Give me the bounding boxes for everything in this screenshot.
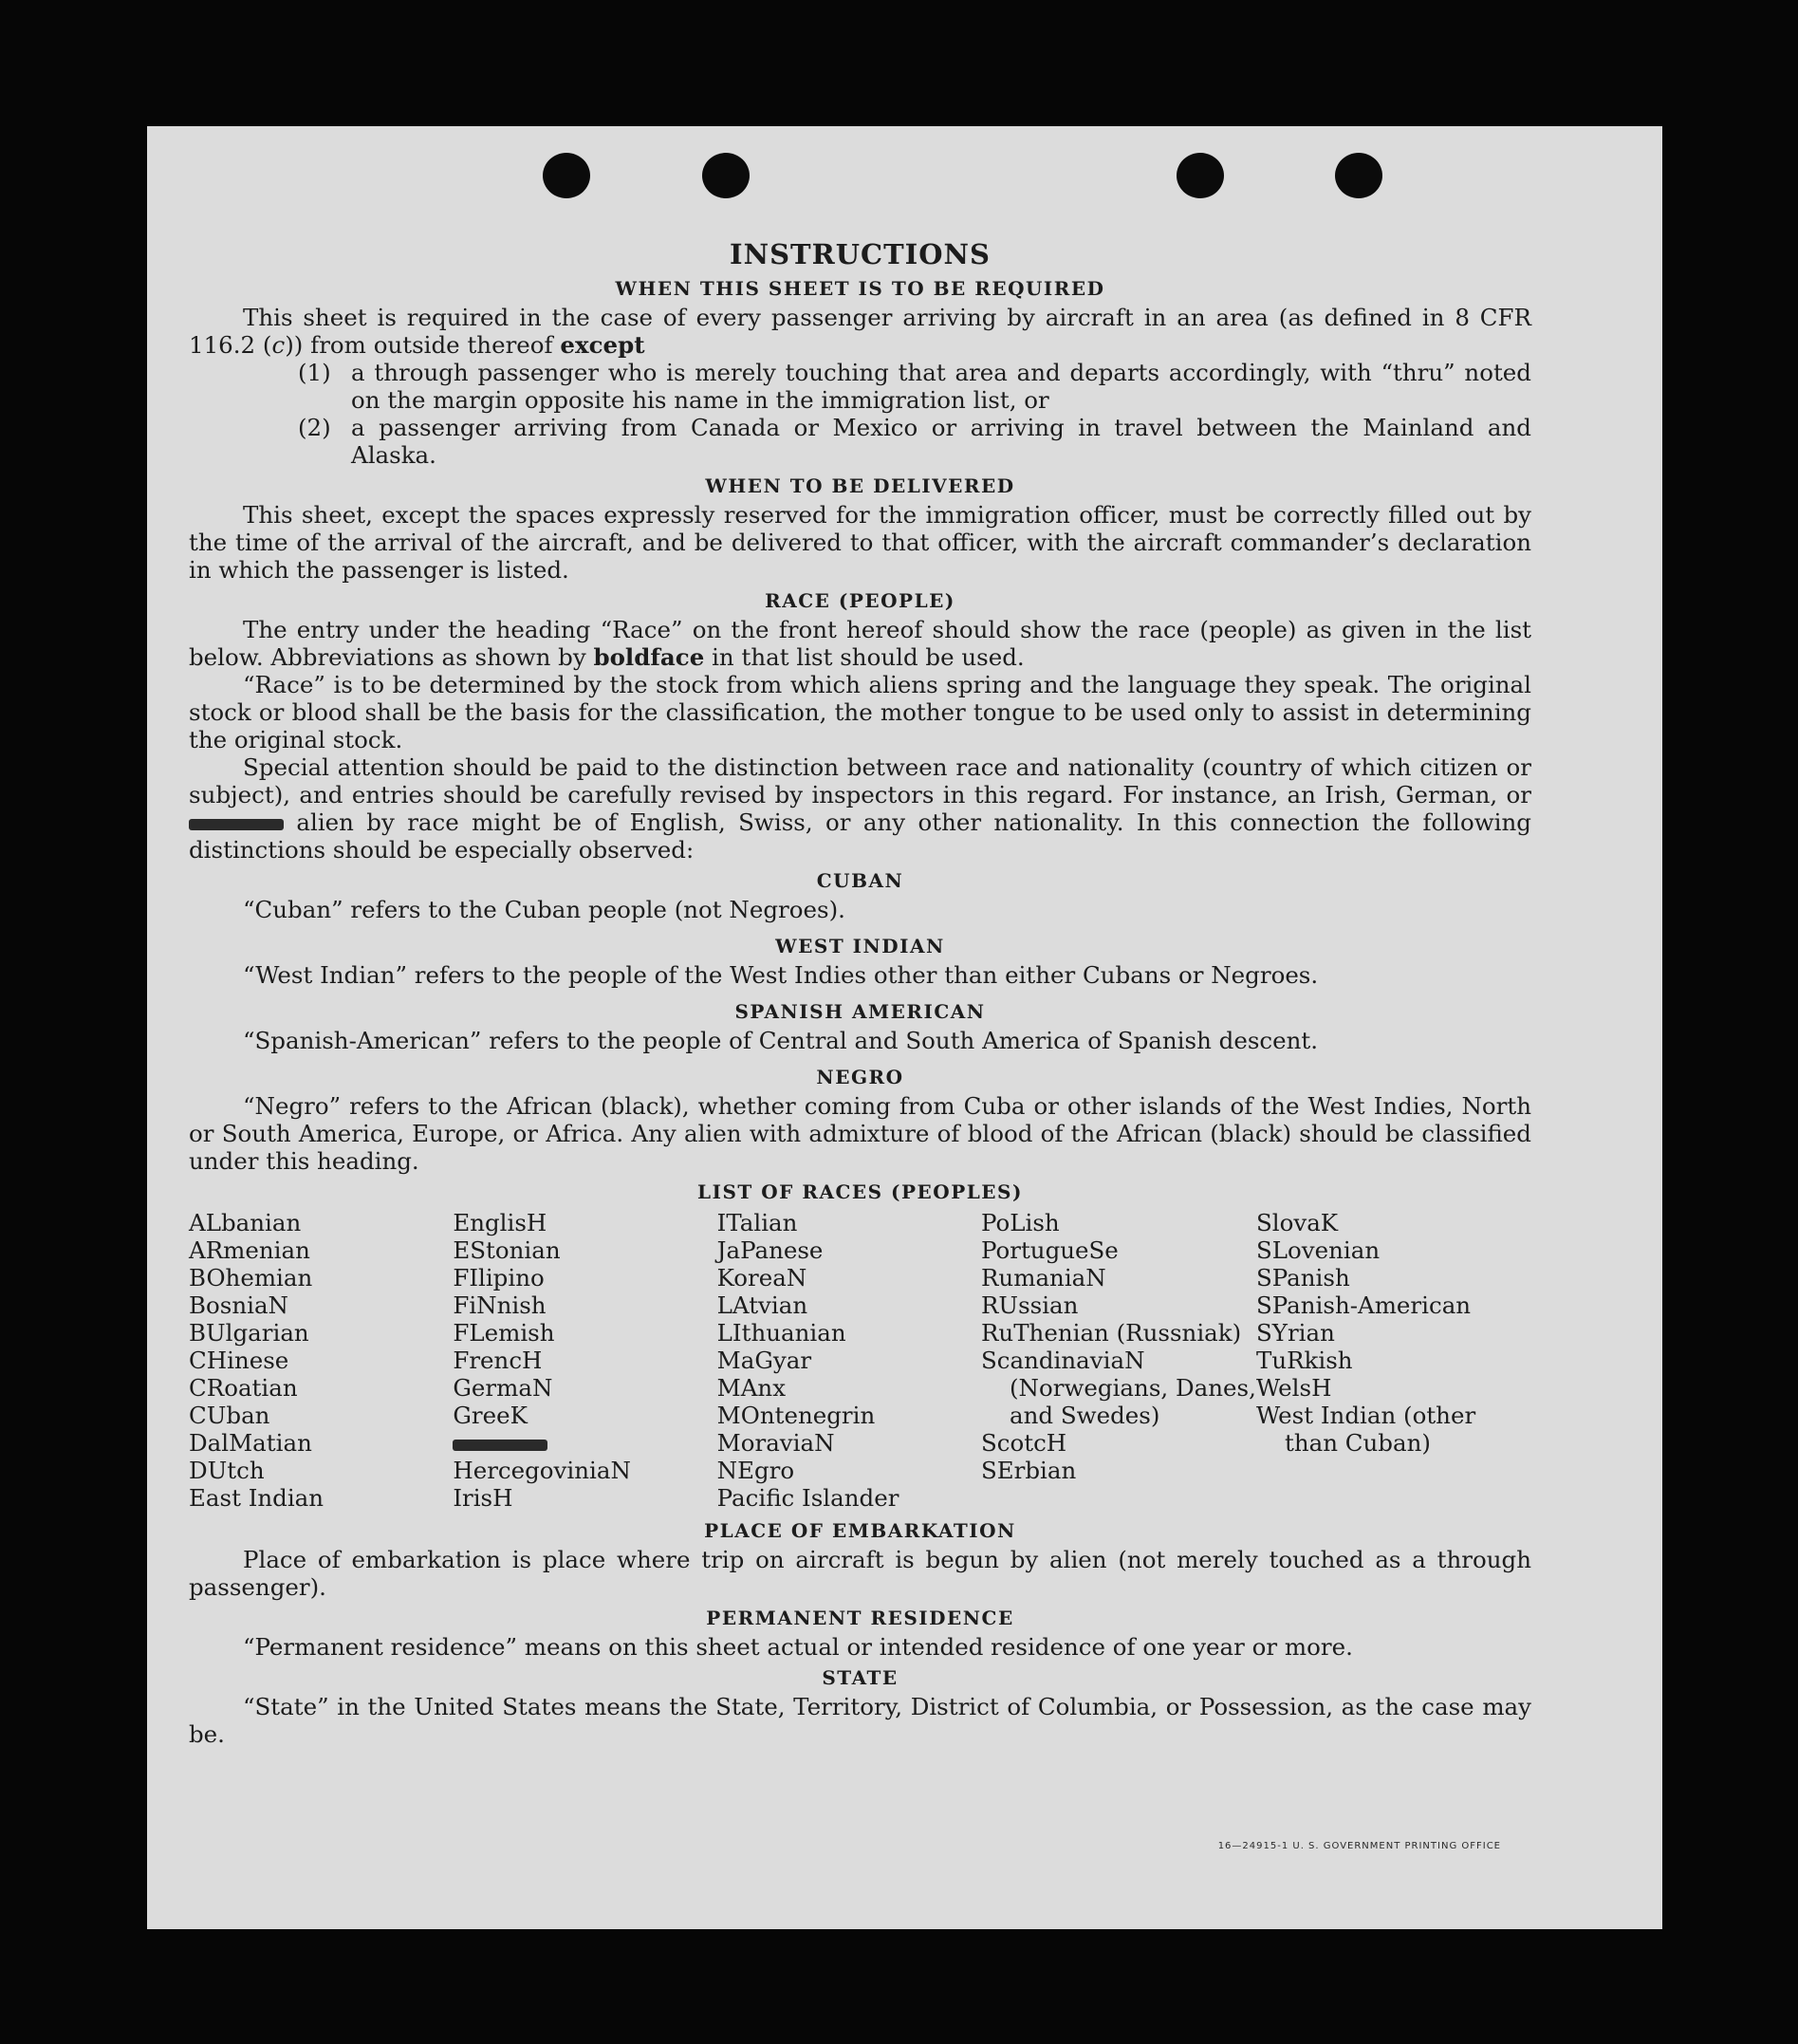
race-item: MAnx <box>716 1374 787 1402</box>
race-item: TuRkish <box>1255 1347 1353 1374</box>
race-item: SLovenian <box>1255 1236 1381 1264</box>
redaction-mark <box>189 819 284 830</box>
race-item: FLemish <box>453 1319 555 1347</box>
race-item: BUlgarian <box>189 1319 309 1347</box>
race-column-4 <box>981 1209 1256 1512</box>
heading-spanish-american: SPANISH AMERICAN <box>734 1000 986 1023</box>
heading-race: RACE (PEOPLE) <box>765 589 955 612</box>
race-column-2 <box>453 1209 716 1512</box>
race-item: BOhemian <box>189 1264 313 1291</box>
heading-cuban: CUBAN <box>816 869 904 892</box>
race-column-3 <box>717 1209 981 1512</box>
race-item: RuThenian (Russniak) <box>980 1319 1242 1347</box>
exception-item-1: (1) a through passenger who is merely touching that area and departs accordingly, with “thru” noted on the margin opposite his name in the immigration list, or <box>298 359 1531 414</box>
race-item: PoLish <box>980 1209 1060 1236</box>
race-item: SYrian <box>1255 1319 1335 1347</box>
page-title: INSTRUCTIONS <box>730 238 991 270</box>
race-item: JaPanese <box>716 1236 824 1264</box>
race-item: FIlipino <box>453 1264 545 1291</box>
race-item: HercegoviniaN <box>453 1457 631 1484</box>
race-item: LAtvian <box>716 1291 808 1319</box>
state-paragraph: “State” in the United States means the State, Territory, District of Columbia, or Possession, as the case may be. <box>189 1693 1531 1748</box>
race-item: Pacific Islander <box>716 1484 899 1512</box>
race-item: MaGyar <box>716 1347 812 1374</box>
race-item: GreeK <box>453 1402 528 1429</box>
spanish-american-paragraph: “Spanish-American” refers to the people of Central and South America of Spanish descent. <box>243 1027 1319 1054</box>
heading-negro: NEGRO <box>816 1066 904 1088</box>
cuban-paragraph: “Cuban” refers to the Cuban people (not Negroes). <box>243 896 845 923</box>
race-column-5 <box>1256 1209 1531 1512</box>
race-paragraph-3: Special attention should be paid to the distinction between race and nationality (country of which citizen or subject), and entries should be carefully revised by inspectors in this regard. For instance, an Irish, German, or alien by race might be of English, Swiss, or any other nationality. In this connection the following distinctions should be especially observed: <box>189 753 1531 864</box>
delivered-paragraph: This sheet, except the spaces expressly reserved for the immigration officer, must be correctly filled out by the time of the arrival of the aircraft, and be delivered to that officer, with the aircraft commander’s declaration in which the passenger is listed. <box>189 501 1531 584</box>
punch-hole <box>543 153 590 198</box>
race-item: RumaniaN <box>980 1264 1106 1291</box>
instruction-sheet <box>147 126 1662 1929</box>
race-paragraph-1: The entry under the heading “Race” on the front hereof should show the race (people) as given in the list below. Abbreviations as shown by boldface in that list should be used. <box>189 616 1531 671</box>
race-item: SErbian <box>980 1457 1077 1484</box>
redaction-mark <box>453 1440 547 1451</box>
race-item: CRoatian <box>189 1374 298 1402</box>
race-item: EnglisH <box>453 1209 547 1236</box>
race-item: NEgro <box>716 1457 795 1484</box>
race-item: GermaN <box>453 1374 553 1402</box>
negro-paragraph: “Negro” refers to the African (black), whether coming from Cuba or other islands of the West Indies, North or South America, Europe, or Africa. Any alien with admixture of blood of the African (black) should be classified under this heading. <box>189 1092 1531 1175</box>
race-item: KoreaN <box>716 1264 807 1291</box>
heading-residence: PERMANENT RESIDENCE <box>706 1607 1014 1629</box>
race-item: IrisH <box>453 1484 513 1512</box>
race-item: EStonian <box>453 1236 561 1264</box>
race-item: DalMatian <box>189 1429 312 1457</box>
heading-delivered: WHEN TO BE DELIVERED <box>705 474 1015 497</box>
race-item: FiNnish <box>453 1291 547 1319</box>
race-item: MOntenegrin <box>716 1402 876 1429</box>
race-item: FrencH <box>453 1347 543 1374</box>
race-item: CUban <box>189 1402 270 1429</box>
race-paragraph-2: “Race” is to be determined by the stock from which aliens spring and the language they speak. The original stock or blood shall be the basis for the classification, the mother tongue to be used only to assist in determining the original stock. <box>189 671 1531 753</box>
west-indian-paragraph: “West Indian” refers to the people of the West Indies other than either Cubans or Negroes. <box>243 961 1319 989</box>
race-item: MoraviaN <box>716 1429 835 1457</box>
printing-office-code: 16—24915-1 U. S. GOVERNMENT PRINTING OFFICE <box>1217 1841 1501 1851</box>
race-item: ARmenian <box>189 1236 310 1264</box>
race-item: PortugueSe <box>980 1236 1119 1264</box>
race-item: RUssian <box>980 1291 1079 1319</box>
race-item: ALbanian <box>189 1209 302 1236</box>
race-item-redacted <box>453 1429 716 1457</box>
heading-embarkation: PLACE OF EMBARKATION <box>704 1519 1016 1542</box>
punch-hole <box>702 153 750 198</box>
punch-hole <box>1177 153 1224 198</box>
race-item: DUtch <box>189 1457 265 1484</box>
sheet-content <box>189 237 1531 1748</box>
heading-west-indian: WEST INDIAN <box>775 935 945 957</box>
punch-hole <box>1335 153 1382 198</box>
race-item: SPanish <box>1255 1264 1350 1291</box>
race-item: ITalian <box>716 1209 798 1236</box>
race-item: ScotcH <box>980 1429 1067 1457</box>
race-item: SPanish-American <box>1255 1291 1472 1319</box>
race-item: ScandinaviaN (Norwegians, Danes, and Swedes) <box>980 1347 1256 1429</box>
race-item: West Indian (other than Cuban) <box>1255 1402 1476 1457</box>
race-item: CHinese <box>189 1347 289 1374</box>
race-item: BosniaN <box>189 1291 288 1319</box>
race-item: WelsH <box>1255 1374 1332 1402</box>
heading-list-of-races: LIST OF RACES (PEOPLES) <box>697 1180 1023 1203</box>
race-item: East Indian <box>189 1484 324 1512</box>
residence-paragraph: “Permanent residence” means on this sheet actual or intended residence of one year or more. <box>243 1633 1353 1661</box>
required-paragraph: This sheet is required in the case of every passenger arriving by aircraft in an area (as defined in 8 CFR 116.2 (c)) from outside thereof except <box>189 304 1531 359</box>
race-item: LIthuanian <box>716 1319 846 1347</box>
heading-required: WHEN THIS SHEET IS TO BE REQUIRED <box>615 277 1105 300</box>
race-item: SlovaK <box>1255 1209 1339 1236</box>
race-column-1 <box>189 1209 453 1512</box>
heading-state: STATE <box>822 1666 899 1689</box>
embarkation-paragraph: Place of embarkation is place where trip on aircraft is begun by alien (not merely touched as a through passenger). <box>189 1546 1531 1601</box>
race-list <box>189 1209 1531 1512</box>
exception-item-2: (2) a passenger arriving from Canada or Mexico or arriving in travel between the Mainland and Alaska. <box>298 414 1531 469</box>
